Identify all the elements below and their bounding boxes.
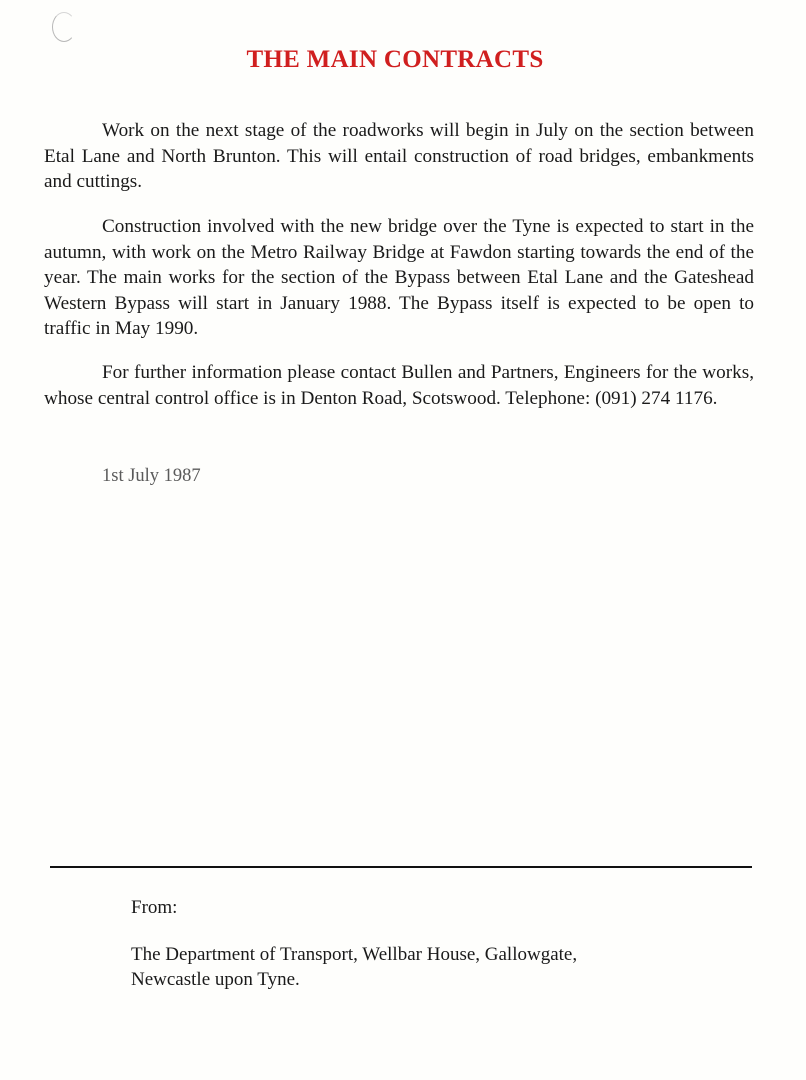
document-title: THE MAIN CONTRACTS	[246, 46, 544, 73]
paragraph-roadworks-stage: Work on the next stage of the roadworks will begin in July on the section between Etal Lane and North Brunton. This will entail construction of road bridges, embankments and cuttings.	[44, 120, 754, 192]
sender-address-line: Newcastle upon Tyne.	[131, 969, 300, 990]
paragraph-contact-info: For further information please contact Bullen and Partners, Engineers for the works, whose central control office is in Denton Road, Scotswood. Telephone: (091) 274 1176.	[44, 362, 754, 409]
punch-hole-mark	[52, 12, 76, 42]
document-date: 1st July 1987	[102, 466, 201, 486]
sender-address-line: The Department of Transport, Wellbar House, Gallowgate,	[131, 944, 578, 965]
paragraph-construction-schedule: Construction involved with the new bridge over the Tyne is expected to start in the autumn, with work on the Metro Railway Bridge at Fawdon starting towards the end of the year. The main works for the section of the Bypass between Etal Lane and the Gateshead Western Bypass will start in January 1988. The Bypass itself is expected to be open to traffic in May 1990.	[44, 216, 754, 339]
sender-address	[131, 942, 731, 992]
footer-divider	[50, 866, 752, 868]
from-label: From:	[131, 897, 178, 918]
